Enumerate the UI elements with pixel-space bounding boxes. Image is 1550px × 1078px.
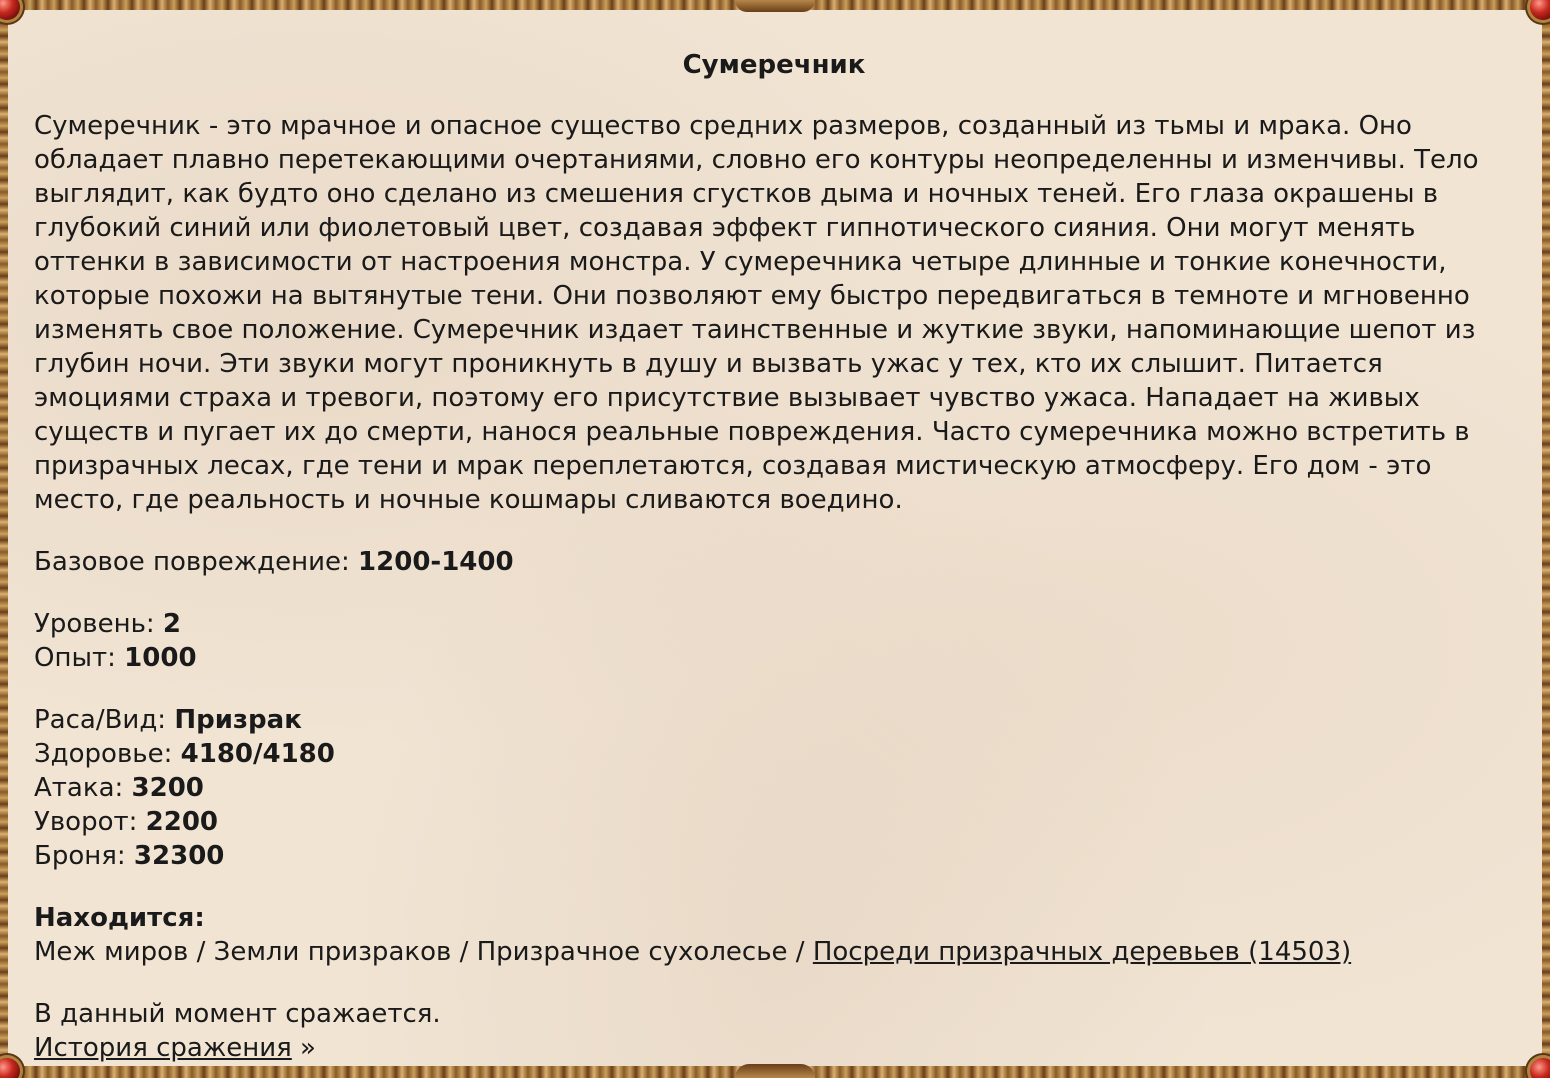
- dodge-label: Уворот:: [34, 807, 146, 837]
- race-row: [34, 703, 1514, 737]
- corner-gem-icon: [0, 0, 20, 20]
- border-right: [1542, 0, 1550, 1078]
- exp-value: 1000: [124, 643, 197, 673]
- location-link[interactable]: Посреди призрачных деревьев (14503): [812, 937, 1352, 967]
- race-label: Раса/Вид:: [34, 705, 175, 735]
- health-row: [34, 737, 1514, 771]
- damage-block: [34, 545, 1514, 579]
- level-label: Уровень:: [34, 609, 163, 639]
- level-value: 2: [162, 609, 182, 639]
- armor-label: Броня:: [34, 841, 134, 871]
- location-block: [34, 901, 1514, 969]
- monster-info: [34, 48, 1514, 1078]
- exp-row: [34, 641, 1514, 675]
- armor-row: [34, 839, 1514, 873]
- level-block: [34, 607, 1514, 675]
- history-arrow-icon: »: [291, 1033, 316, 1063]
- armor-value: 32300: [133, 841, 225, 871]
- damage-row: [34, 545, 1514, 579]
- corner-gem-icon: [1530, 1058, 1550, 1078]
- monster-description: Сумеречник - это мрачное и опасное существо средних размеров, созданный из тьмы и мрака. Оно обладает плавно перетекающими очертаниями, словно его контуры неопределенны и изменчивы. Тело выглядит, как будто оно сделано из смешения сгустков дыма и ночных теней. Его глаза окрашены в глубокий синий или фиолетовый цвет, создавая эффект гипнотического сияния. Они могут менять оттенки в зависимости от настроения монстра. У сумеречника четыре длинные и тонкие конечности, которые похожи на вытянутые тени. Они позволяют ему быстро передвигаться в темноте и мгновенно изменять свое положение. Сумеречник издает таинственные и жуткие звуки, напоминающие шепот из глубин ночи. Эти звуки могут проникнуть в душу и вызвать ужас у тех, кто их слышит. Питается эмоциями страха и тревоги, поэтому его присутствие вызывает чувство ужаса. Нападает на живых существ и пугает их до смерти, нанося реальные повреждения. Часто сумеречника можно встретить в призрачных лесах, где тени и мрак переплетаются, создавая мистическую атмосферу. Его дом - это место, где реальность и ночные кошмары сливаются воедино.: [34, 111, 1479, 515]
- battle-history-link[interactable]: История сражения: [34, 1033, 292, 1063]
- top-ornament: [735, 0, 815, 12]
- corner-gem-icon: [0, 1058, 20, 1078]
- border-left: [0, 0, 8, 1078]
- health-value: 4180/4180: [180, 739, 335, 769]
- exp-label: Опыт:: [34, 643, 125, 673]
- corner-gem-icon: [1530, 0, 1550, 20]
- location-heading-row: [34, 901, 1514, 935]
- status-row: [34, 997, 1514, 1031]
- race-value: Призрак: [174, 705, 302, 735]
- attack-value: 3200: [131, 773, 204, 803]
- history-row: [34, 1031, 1514, 1065]
- location-path: Меж миров / Земли призраков / Призрачное сухолесье /: [34, 937, 813, 967]
- location-heading: Находится:: [34, 903, 205, 933]
- monster-title: Сумеречник: [682, 50, 866, 80]
- level-row: [34, 607, 1514, 641]
- damage-label: Базовое повреждение:: [34, 547, 359, 577]
- damage-value: 1200-1400: [358, 547, 514, 577]
- attack-row: [34, 771, 1514, 805]
- status-text: В данный момент сражается.: [34, 999, 441, 1029]
- location-path-row: [34, 935, 1514, 969]
- dodge-value: 2200: [145, 807, 219, 837]
- attack-label: Атака:: [34, 773, 132, 803]
- dodge-row: [34, 805, 1514, 839]
- health-label: Здоровье:: [34, 739, 181, 769]
- status-block: [34, 997, 1514, 1065]
- stats-block: [34, 703, 1514, 873]
